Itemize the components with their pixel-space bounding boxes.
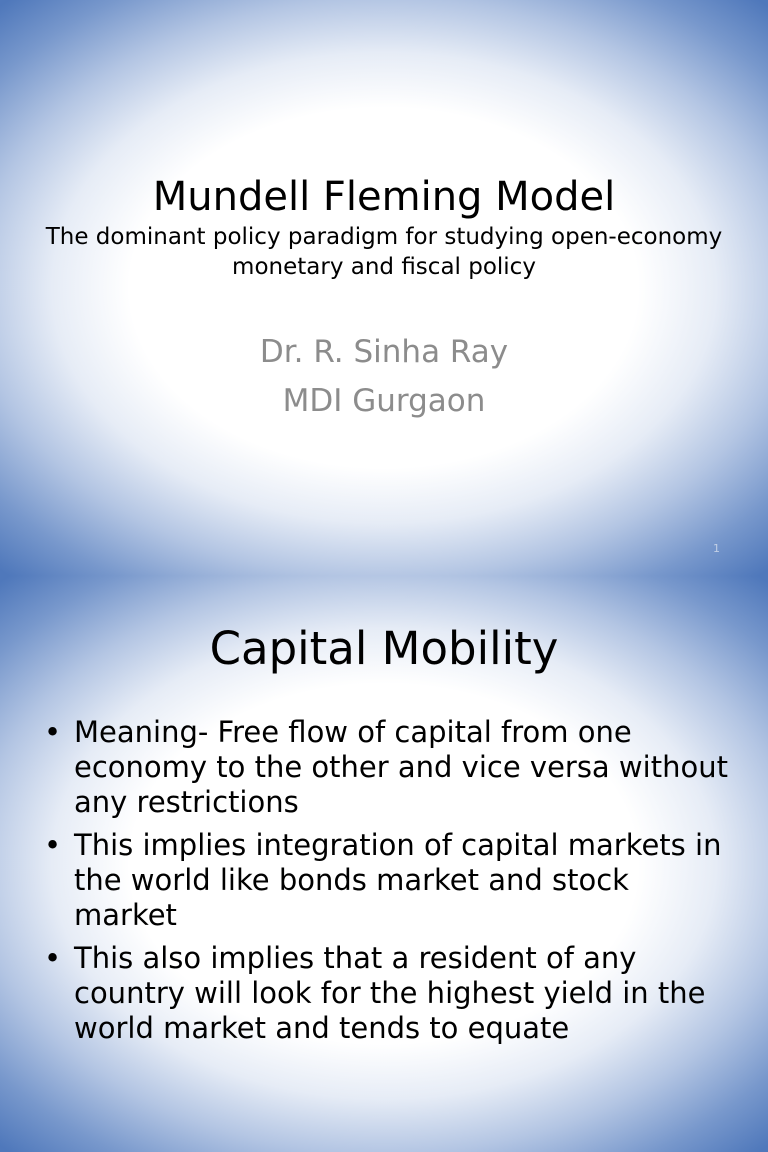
bullet-text: This implies integration of capital markets in the world like bonds market and stock market bbox=[74, 828, 722, 932]
bullet-icon: • bbox=[44, 715, 62, 749]
bullet-item bbox=[0, 941, 768, 1046]
bullet-text: Meaning- Free flow of capital from one economy to the other and vice versa without any restrictions bbox=[74, 715, 728, 819]
slide-title: Mundell Fleming Model bbox=[152, 174, 616, 220]
slide-number: 1 bbox=[713, 542, 720, 555]
bullet-icon: • bbox=[44, 828, 62, 862]
capital-mobility-slide bbox=[0, 576, 768, 1152]
slide-subtitle: The dominant policy paradigm for studying open-economy monetary and fiscal policy bbox=[45, 224, 723, 280]
bullet-item bbox=[0, 715, 768, 820]
slide-title: Capital Mobility bbox=[209, 622, 559, 675]
bullet-text: This also implies that a resident of any country will look for the highest yield in the world market and tends to equate bbox=[74, 941, 706, 1045]
bullet-item bbox=[0, 828, 768, 933]
bullet-icon: • bbox=[44, 941, 62, 975]
author-institution: MDI Gurgaon bbox=[282, 383, 486, 419]
bullet-list bbox=[0, 715, 768, 1054]
author-name: Dr. R. Sinha Ray bbox=[259, 334, 509, 370]
